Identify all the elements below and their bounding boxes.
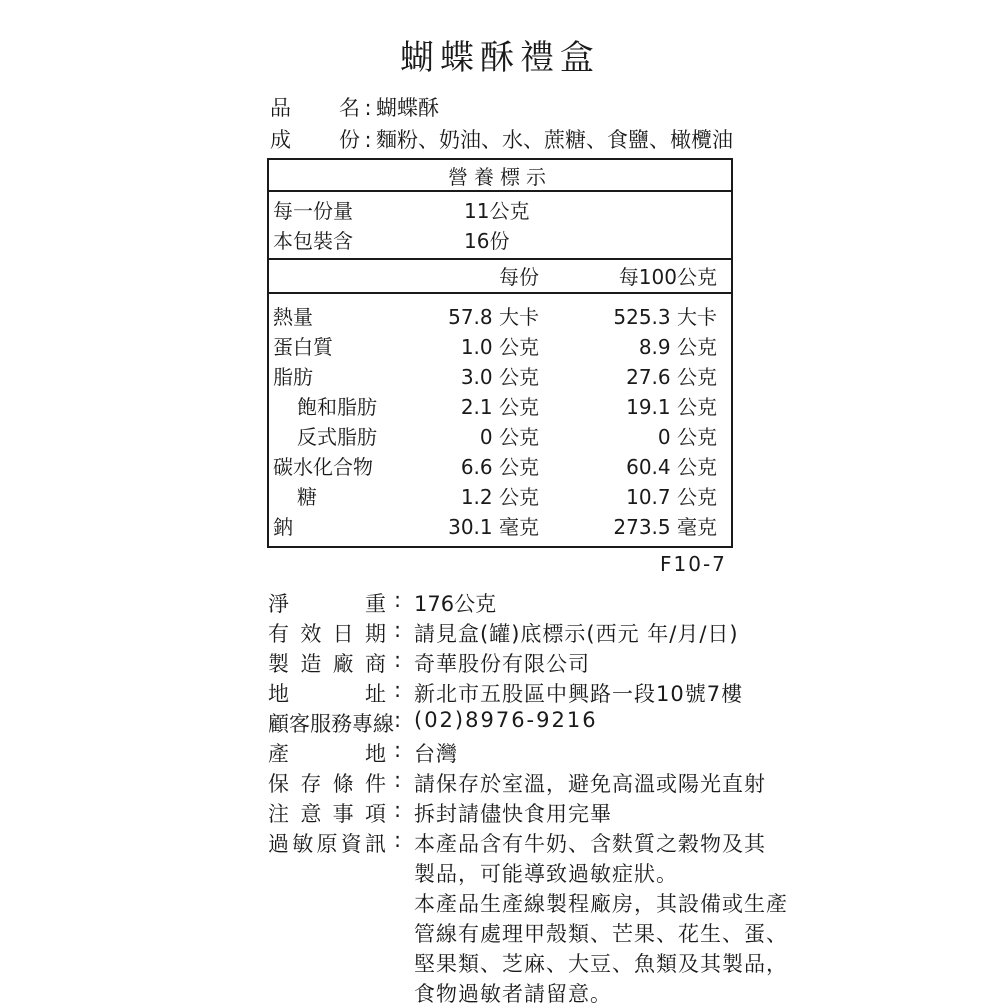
energy-per-serving: 57.8 大卡: [448, 305, 539, 329]
trans-fat-per-serving: 0 公克: [479, 425, 539, 449]
product-code: F10-7: [660, 552, 727, 576]
saturated-fat-per-serving: 2.1 公克: [460, 395, 539, 419]
product-details: [268, 588, 808, 1008]
nutrient-label-sodium: 鈉: [273, 515, 293, 539]
net-weight-label: 淨重: [268, 592, 386, 616]
nutrient-label-fat: 脂肪: [273, 365, 313, 389]
expiry-label: 有效日期: [268, 622, 386, 646]
hotline-value: (02)8976-9216: [414, 708, 598, 732]
allergen-line: 管線有處理甲殼類、芒果、花生、蛋、: [414, 922, 788, 946]
serving-size-label: 每一份量: [273, 199, 353, 223]
ingredients-value: 麵粉、奶油、水、蔗糖、食鹽、橄欖油: [376, 128, 733, 152]
nutrient-label-protein: 蛋白質: [273, 335, 333, 359]
allergen-label: 過敏原資訊: [268, 832, 386, 856]
allergen-line: 製品，可能導致過敏症狀。: [414, 862, 678, 886]
expiry-row: [268, 618, 808, 648]
manufacturer-value: 奇華股份有限公司: [414, 652, 590, 676]
allergen-line: 食物過敏者請留意。: [414, 982, 612, 1006]
nutrient-label-sugar: 糖: [297, 485, 317, 509]
per-100g-header: 每100公克: [618, 265, 717, 289]
product-name-label: 品名: [270, 96, 360, 120]
product-name-row: [270, 92, 439, 122]
nutrition-facts-table: [267, 158, 733, 548]
origin-value: 台灣: [414, 742, 458, 766]
manufacturer-label: 製造廠商: [268, 652, 386, 676]
page-title: 蝴蝶酥禮盒: [400, 38, 600, 78]
nutrient-label-saturated-fat: 飽和脂肪: [297, 395, 377, 419]
divider: [269, 258, 731, 260]
nutrient-label-energy: 熱量: [273, 305, 313, 329]
colon: :: [394, 618, 402, 642]
allergen-line: 本產品生產線製程廠房，其設備或生產: [414, 892, 788, 916]
allergen-line: 堅果類、芝麻、大豆、魚類及其製品，: [414, 952, 788, 976]
colon: :: [394, 678, 402, 702]
colon: :: [394, 588, 402, 612]
hotline-label: 顧客服務專線: [268, 712, 394, 736]
divider: [269, 292, 731, 294]
carbohydrate-per-serving: 6.6 公克: [460, 455, 539, 479]
sodium-per-serving: 30.1 毫克: [448, 515, 539, 539]
address-value: 新北市五股區中興路一段10號7樓: [414, 682, 744, 706]
fat-per-100g: 27.6 公克: [626, 365, 717, 389]
net-weight-row: [268, 588, 808, 618]
expiry-value: 請見盒(罐)底標示(西元 年/月/日): [414, 622, 739, 646]
notice-row: [268, 798, 808, 828]
energy-per-100g: 525.3 大卡: [613, 305, 717, 329]
notice-value: 拆封請儘快食用完畢: [414, 802, 612, 826]
colon: :: [364, 96, 372, 120]
storage-label: 保存條件: [268, 772, 386, 796]
ingredients-label: 成份: [270, 128, 360, 152]
nutrition-header: 營養標示: [448, 165, 552, 189]
product-name-value: 蝴蝶酥: [376, 96, 439, 120]
allergen-line: 本產品含有牛奶、含麩質之穀物及其: [414, 832, 766, 856]
origin-label: 產地: [268, 742, 386, 766]
net-weight-value: 176公克: [414, 592, 497, 616]
storage-value: 請保存於室溫，避免高溫或陽光直射: [414, 772, 766, 796]
protein-per-100g: 8.9 公克: [638, 335, 717, 359]
colon: :: [394, 648, 402, 672]
servings-value: 16份: [464, 229, 510, 253]
serving-size-value: 11公克: [464, 199, 530, 223]
storage-row: [268, 768, 808, 798]
colon: :: [394, 768, 402, 792]
notice-label: 注意事項: [268, 802, 386, 826]
colon: :: [394, 828, 402, 852]
colon: :: [394, 798, 402, 822]
nutrient-label-trans-fat: 反式脂肪: [297, 425, 377, 449]
divider: [269, 190, 731, 192]
ingredients-row: [270, 124, 733, 154]
fat-per-serving: 3.0 公克: [460, 365, 539, 389]
saturated-fat-per-100g: 19.1 公克: [626, 395, 717, 419]
colon: :: [394, 738, 402, 762]
origin-row: [268, 738, 808, 768]
protein-per-serving: 1.0 公克: [460, 335, 539, 359]
sugar-per-100g: 10.7 公克: [626, 485, 717, 509]
allergen-row: [268, 828, 808, 858]
trans-fat-per-100g: 0 公克: [657, 425, 717, 449]
colon: :: [394, 708, 402, 732]
address-label: 地址: [268, 682, 386, 706]
sodium-per-100g: 273.5 毫克: [613, 515, 717, 539]
hotline-row: [268, 708, 808, 738]
per-serving-header: 每份: [499, 265, 539, 289]
carbohydrate-per-100g: 60.4 公克: [626, 455, 717, 479]
manufacturer-row: [268, 648, 808, 678]
nutrient-label-carbohydrate: 碳水化合物: [273, 455, 373, 479]
sugar-per-serving: 1.2 公克: [460, 485, 539, 509]
address-row: [268, 678, 808, 708]
servings-label: 本包裝含: [273, 229, 353, 253]
colon: :: [364, 128, 372, 152]
